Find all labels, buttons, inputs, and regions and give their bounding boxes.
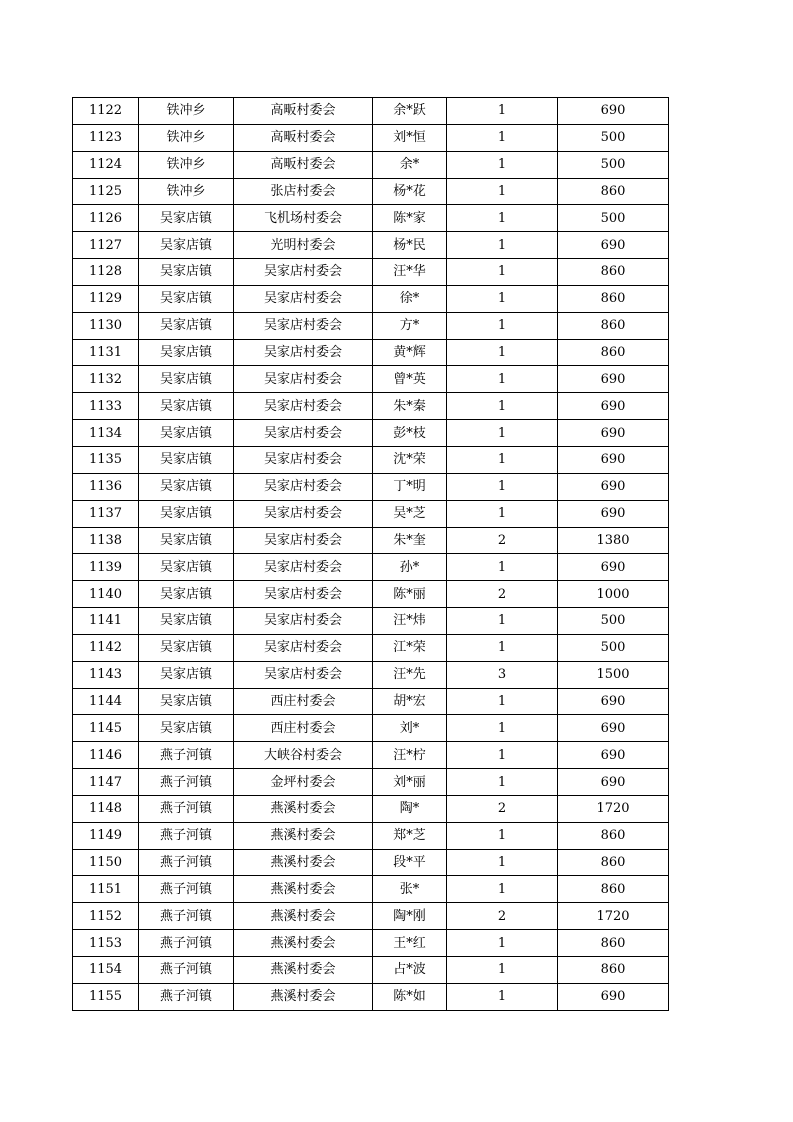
- cell-township: 燕子河镇: [139, 957, 234, 984]
- cell-amount: 690: [558, 983, 669, 1010]
- cell-count: 1: [447, 285, 558, 312]
- cell-name: 刘*恒: [373, 124, 447, 151]
- cell-index: 1138: [73, 527, 139, 554]
- table-row: [73, 822, 669, 849]
- cell-township: 燕子河镇: [139, 930, 234, 957]
- cell-township: 燕子河镇: [139, 742, 234, 769]
- cell-amount: 690: [558, 393, 669, 420]
- table-row: [73, 339, 669, 366]
- cell-index: 1152: [73, 903, 139, 930]
- table-row: [73, 259, 669, 286]
- cell-index: 1146: [73, 742, 139, 769]
- cell-name: 朱*秦: [373, 393, 447, 420]
- cell-village: 吴家店村委会: [234, 393, 373, 420]
- cell-index: 1140: [73, 581, 139, 608]
- cell-name: 方*: [373, 312, 447, 339]
- cell-township: 铁冲乡: [139, 178, 234, 205]
- cell-count: 1: [447, 232, 558, 259]
- cell-amount: 1380: [558, 527, 669, 554]
- cell-name: 段*平: [373, 849, 447, 876]
- cell-amount: 690: [558, 688, 669, 715]
- table-row: [73, 420, 669, 447]
- cell-index: 1129: [73, 285, 139, 312]
- cell-village: 吴家店村委会: [234, 527, 373, 554]
- cell-township: 吴家店镇: [139, 420, 234, 447]
- cell-name: 汪*炜: [373, 608, 447, 635]
- cell-name: 刘*: [373, 715, 447, 742]
- cell-township: 吴家店镇: [139, 661, 234, 688]
- cell-village: 燕溪村委会: [234, 849, 373, 876]
- table-row: [73, 446, 669, 473]
- cell-index: 1153: [73, 930, 139, 957]
- cell-village: 燕溪村委会: [234, 983, 373, 1010]
- table-row: [73, 98, 669, 125]
- table-row: [73, 366, 669, 393]
- cell-count: 1: [447, 849, 558, 876]
- cell-index: 1122: [73, 98, 139, 125]
- cell-count: 2: [447, 581, 558, 608]
- cell-name: 陈*丽: [373, 581, 447, 608]
- cell-count: 1: [447, 393, 558, 420]
- cell-village: 飞机场村委会: [234, 205, 373, 232]
- cell-count: 1: [447, 742, 558, 769]
- cell-count: 1: [447, 124, 558, 151]
- cell-amount: 500: [558, 205, 669, 232]
- cell-village: 光明村委会: [234, 232, 373, 259]
- cell-amount: 1500: [558, 661, 669, 688]
- cell-count: 2: [447, 527, 558, 554]
- cell-index: 1128: [73, 259, 139, 286]
- cell-township: 燕子河镇: [139, 795, 234, 822]
- cell-index: 1135: [73, 446, 139, 473]
- table-row: [73, 769, 669, 796]
- cell-amount: 860: [558, 339, 669, 366]
- cell-township: 吴家店镇: [139, 473, 234, 500]
- cell-index: 1139: [73, 554, 139, 581]
- cell-township: 铁冲乡: [139, 124, 234, 151]
- table-row: [73, 742, 669, 769]
- cell-name: 徐*: [373, 285, 447, 312]
- cell-count: 1: [447, 769, 558, 796]
- cell-count: 1: [447, 957, 558, 984]
- cell-amount: 500: [558, 124, 669, 151]
- cell-index: 1131: [73, 339, 139, 366]
- cell-count: 1: [447, 473, 558, 500]
- cell-name: 杨*花: [373, 178, 447, 205]
- table-row: [73, 205, 669, 232]
- cell-township: 燕子河镇: [139, 849, 234, 876]
- cell-village: 吴家店村委会: [234, 312, 373, 339]
- cell-count: 1: [447, 554, 558, 581]
- cell-township: 燕子河镇: [139, 769, 234, 796]
- cell-township: 吴家店镇: [139, 366, 234, 393]
- cell-count: 1: [447, 205, 558, 232]
- table-body: [73, 98, 669, 1011]
- cell-count: 1: [447, 930, 558, 957]
- cell-index: 1149: [73, 822, 139, 849]
- cell-village: 吴家店村委会: [234, 446, 373, 473]
- cell-amount: 860: [558, 849, 669, 876]
- cell-amount: 690: [558, 769, 669, 796]
- cell-township: 吴家店镇: [139, 259, 234, 286]
- cell-amount: 1720: [558, 795, 669, 822]
- cell-name: 张*: [373, 876, 447, 903]
- cell-amount: 690: [558, 420, 669, 447]
- cell-name: 江*荣: [373, 634, 447, 661]
- cell-amount: 690: [558, 232, 669, 259]
- table-row: [73, 957, 669, 984]
- table-row: [73, 983, 669, 1010]
- cell-count: 1: [447, 634, 558, 661]
- cell-count: 1: [447, 983, 558, 1010]
- cell-township: 吴家店镇: [139, 634, 234, 661]
- cell-amount: 500: [558, 608, 669, 635]
- cell-amount: 860: [558, 930, 669, 957]
- cell-township: 吴家店镇: [139, 393, 234, 420]
- cell-count: 1: [447, 259, 558, 286]
- cell-name: 孙*: [373, 554, 447, 581]
- cell-village: 高畈村委会: [234, 151, 373, 178]
- cell-township: 吴家店镇: [139, 500, 234, 527]
- cell-index: 1127: [73, 232, 139, 259]
- cell-township: 燕子河镇: [139, 983, 234, 1010]
- cell-village: 燕溪村委会: [234, 795, 373, 822]
- cell-village: 吴家店村委会: [234, 420, 373, 447]
- cell-amount: 690: [558, 715, 669, 742]
- cell-index: 1155: [73, 983, 139, 1010]
- cell-amount: 1000: [558, 581, 669, 608]
- cell-name: 丁*明: [373, 473, 447, 500]
- cell-township: 吴家店镇: [139, 527, 234, 554]
- cell-township: 吴家店镇: [139, 688, 234, 715]
- table-row: [73, 661, 669, 688]
- cell-township: 吴家店镇: [139, 554, 234, 581]
- cell-village: 吴家店村委会: [234, 608, 373, 635]
- cell-name: 胡*宏: [373, 688, 447, 715]
- cell-township: 吴家店镇: [139, 715, 234, 742]
- cell-index: 1132: [73, 366, 139, 393]
- cell-township: 吴家店镇: [139, 312, 234, 339]
- table-row: [73, 634, 669, 661]
- cell-name: 汪*先: [373, 661, 447, 688]
- cell-village: 吴家店村委会: [234, 473, 373, 500]
- cell-index: 1141: [73, 608, 139, 635]
- cell-count: 1: [447, 339, 558, 366]
- cell-amount: 690: [558, 446, 669, 473]
- cell-name: 占*波: [373, 957, 447, 984]
- cell-index: 1142: [73, 634, 139, 661]
- cell-count: 2: [447, 903, 558, 930]
- cell-index: 1148: [73, 795, 139, 822]
- cell-name: 曾*英: [373, 366, 447, 393]
- table-row: [73, 473, 669, 500]
- table-row: [73, 178, 669, 205]
- cell-name: 郑*芝: [373, 822, 447, 849]
- cell-village: 吴家店村委会: [234, 581, 373, 608]
- cell-village: 燕溪村委会: [234, 957, 373, 984]
- cell-township: 燕子河镇: [139, 876, 234, 903]
- cell-amount: 1720: [558, 903, 669, 930]
- cell-name: 陶*刚: [373, 903, 447, 930]
- table-row: [73, 930, 669, 957]
- cell-village: 吴家店村委会: [234, 259, 373, 286]
- cell-amount: 690: [558, 98, 669, 125]
- table-row: [73, 688, 669, 715]
- cell-village: 张店村委会: [234, 178, 373, 205]
- cell-township: 吴家店镇: [139, 205, 234, 232]
- table-row: [73, 151, 669, 178]
- cell-count: 1: [447, 608, 558, 635]
- cell-count: 1: [447, 151, 558, 178]
- cell-count: 1: [447, 312, 558, 339]
- cell-township: 吴家店镇: [139, 446, 234, 473]
- table-row: [73, 715, 669, 742]
- cell-count: 1: [447, 688, 558, 715]
- cell-count: 1: [447, 715, 558, 742]
- cell-index: 1124: [73, 151, 139, 178]
- cell-index: 1136: [73, 473, 139, 500]
- cell-index: 1143: [73, 661, 139, 688]
- cell-village: 金坪村委会: [234, 769, 373, 796]
- cell-name: 黄*辉: [373, 339, 447, 366]
- cell-village: 吴家店村委会: [234, 339, 373, 366]
- table-row: [73, 876, 669, 903]
- cell-village: 高畈村委会: [234, 98, 373, 125]
- cell-amount: 860: [558, 178, 669, 205]
- cell-index: 1145: [73, 715, 139, 742]
- cell-village: 吴家店村委会: [234, 554, 373, 581]
- cell-count: 1: [447, 446, 558, 473]
- cell-amount: 860: [558, 876, 669, 903]
- cell-count: 1: [447, 178, 558, 205]
- cell-township: 吴家店镇: [139, 339, 234, 366]
- cell-name: 陶*: [373, 795, 447, 822]
- cell-village: 吴家店村委会: [234, 634, 373, 661]
- cell-village: 燕溪村委会: [234, 930, 373, 957]
- cell-name: 沈*荣: [373, 446, 447, 473]
- table-row: [73, 527, 669, 554]
- cell-name: 王*红: [373, 930, 447, 957]
- cell-name: 刘*丽: [373, 769, 447, 796]
- table-row: [73, 500, 669, 527]
- cell-index: 1123: [73, 124, 139, 151]
- cell-amount: 690: [558, 554, 669, 581]
- cell-count: 1: [447, 822, 558, 849]
- cell-index: 1137: [73, 500, 139, 527]
- cell-count: 1: [447, 500, 558, 527]
- cell-village: 燕溪村委会: [234, 876, 373, 903]
- cell-count: 3: [447, 661, 558, 688]
- cell-township: 铁冲乡: [139, 98, 234, 125]
- cell-name: 汪*柠: [373, 742, 447, 769]
- cell-village: 燕溪村委会: [234, 822, 373, 849]
- cell-village: 吴家店村委会: [234, 285, 373, 312]
- cell-amount: 690: [558, 366, 669, 393]
- table-row: [73, 608, 669, 635]
- cell-village: 吴家店村委会: [234, 500, 373, 527]
- table-row: [73, 903, 669, 930]
- cell-amount: 500: [558, 151, 669, 178]
- cell-amount: 690: [558, 500, 669, 527]
- cell-amount: 690: [558, 473, 669, 500]
- table-row: [73, 795, 669, 822]
- cell-index: 1147: [73, 769, 139, 796]
- cell-count: 1: [447, 366, 558, 393]
- cell-count: 1: [447, 420, 558, 447]
- cell-village: 吴家店村委会: [234, 366, 373, 393]
- cell-count: 2: [447, 795, 558, 822]
- cell-index: 1130: [73, 312, 139, 339]
- cell-village: 西庄村委会: [234, 715, 373, 742]
- cell-index: 1125: [73, 178, 139, 205]
- cell-village: 吴家店村委会: [234, 661, 373, 688]
- cell-amount: 860: [558, 312, 669, 339]
- cell-index: 1134: [73, 420, 139, 447]
- cell-township: 燕子河镇: [139, 903, 234, 930]
- data-table: [72, 97, 669, 1011]
- table-row: [73, 124, 669, 151]
- table-row: [73, 312, 669, 339]
- cell-name: 杨*民: [373, 232, 447, 259]
- table-row: [73, 581, 669, 608]
- cell-township: 吴家店镇: [139, 581, 234, 608]
- cell-amount: 860: [558, 822, 669, 849]
- cell-count: 1: [447, 876, 558, 903]
- table-row: [73, 285, 669, 312]
- cell-village: 燕溪村委会: [234, 903, 373, 930]
- cell-index: 1126: [73, 205, 139, 232]
- cell-township: 铁冲乡: [139, 151, 234, 178]
- cell-index: 1144: [73, 688, 139, 715]
- cell-village: 高畈村委会: [234, 124, 373, 151]
- cell-name: 汪*华: [373, 259, 447, 286]
- cell-name: 朱*奎: [373, 527, 447, 554]
- cell-amount: 860: [558, 957, 669, 984]
- cell-name: 余*: [373, 151, 447, 178]
- cell-amount: 690: [558, 742, 669, 769]
- cell-name: 吴*芝: [373, 500, 447, 527]
- cell-township: 燕子河镇: [139, 822, 234, 849]
- cell-amount: 500: [558, 634, 669, 661]
- cell-index: 1150: [73, 849, 139, 876]
- cell-count: 1: [447, 98, 558, 125]
- table-row: [73, 232, 669, 259]
- cell-name: 彭*枝: [373, 420, 447, 447]
- table-row: [73, 554, 669, 581]
- table-row: [73, 393, 669, 420]
- table-row: [73, 849, 669, 876]
- cell-amount: 860: [558, 259, 669, 286]
- cell-township: 吴家店镇: [139, 232, 234, 259]
- cell-township: 吴家店镇: [139, 608, 234, 635]
- cell-index: 1154: [73, 957, 139, 984]
- cell-name: 陈*如: [373, 983, 447, 1010]
- cell-index: 1133: [73, 393, 139, 420]
- cell-village: 大峡谷村委会: [234, 742, 373, 769]
- cell-name: 陈*家: [373, 205, 447, 232]
- cell-township: 吴家店镇: [139, 285, 234, 312]
- cell-village: 西庄村委会: [234, 688, 373, 715]
- cell-name: 余*跃: [373, 98, 447, 125]
- cell-index: 1151: [73, 876, 139, 903]
- cell-amount: 860: [558, 285, 669, 312]
